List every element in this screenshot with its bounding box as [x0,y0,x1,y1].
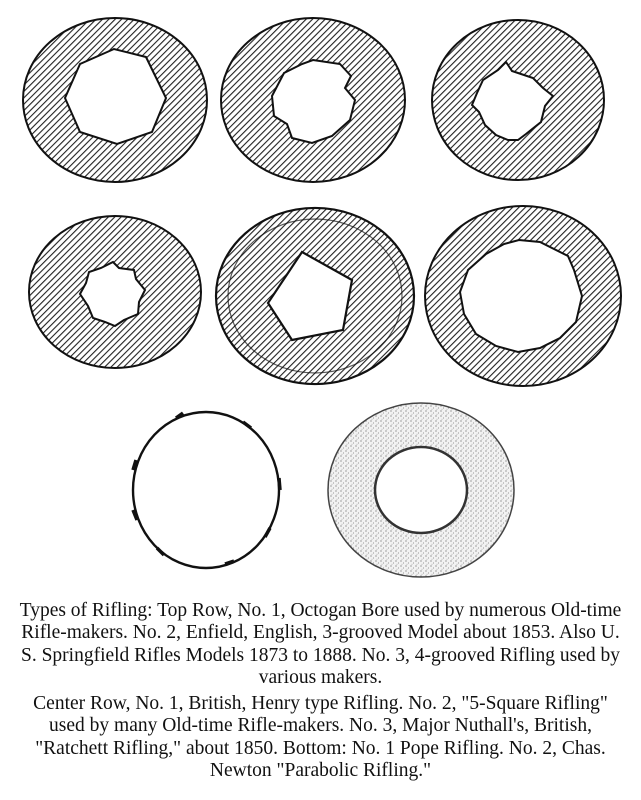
five-square-rifling-ring [216,208,414,384]
four-groove-ring [432,20,604,180]
pope-rifling-bore [133,412,280,568]
enfield-3-groove-ring [221,18,405,182]
newton-parabolic-rifling-ring [328,403,514,577]
ratchett-rifling-ring [425,206,621,386]
caption-paragraph-2: Center Row, No. 1, British, Henry type Rifling. No. 2, "5-Square Rifling" used by many Old-time Rifle-makers. No. 3, Major Nuthall's, British, "Ratchett Rifling," about 1850. Bottom: No. 1 Pope Rifling. No. 2, Chas. Newton "Parabolic Rifling." [33,693,608,782]
henry-rifling-ring [29,216,201,368]
caption-paragraph-1: Types of Rifling: Top Row, No. 1, Octogan Bore used by numerous Old-time Rifle-makers. No. 2, Enfield, English, 3-grooved Model about 1853. Also U. S. Springfield Rifles Models 1873 to 1888. No. 3, 4-grooved Rifling used by various makers. [19,600,622,689]
octagon-bore-ring [23,18,207,182]
